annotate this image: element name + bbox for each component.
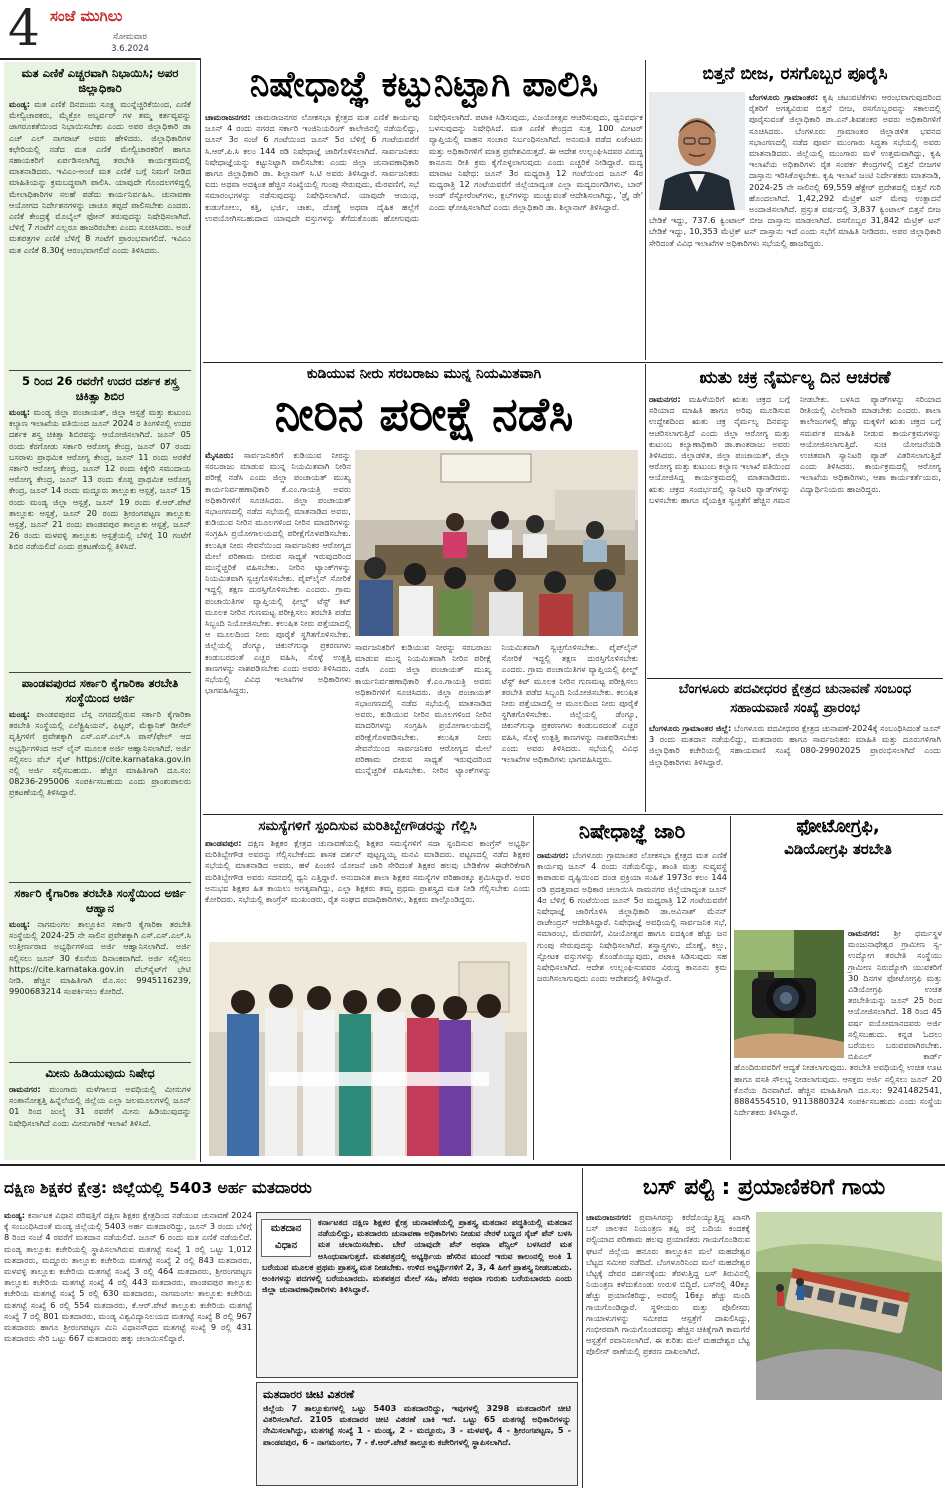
voters-headline: ದಕ್ಷಿಣ ಶಿಕ್ಷಕರ ಕ್ಷೇತ್ರ: ಜಿಲ್ಲೆಯಲ್ಲಿ 5403 ಅರ್ಹ ಮತದಾರರು (4, 1179, 312, 1197)
dateline: ಬೆಂಗಳೂರು ಗ್ರಾಮಾಂತರ ಜಿಲ್ಲೆ: (649, 723, 732, 733)
dateline: ರಾಮನಗರ: (649, 394, 681, 404)
column-rule (533, 816, 534, 1160)
candidate-headline: ಸಮಸ್ಯೆಗಳಿಗೆ ಸ್ಪಂದಿಸುವ ಮರಿತಿಬ್ಬೇಗೌಡರನ್ನು ಗೆಲ್ಲಿಸಿ (258, 818, 477, 834)
brand-logo (50, 6, 190, 32)
story-text: ಸಾರ್ವಜನಿಕರಿಗೆ ಕುಡಿಯುವ ನೀರನ್ನು ಸರಬರಾಜು ಮಾಡುವ ಮುನ್ನ ನಿಯಮಿತವಾಗಿ ನೀರಿನ ಪರೀಕ್ಷೆ ನಡೆಸಿ ಎಂದು ಜಿಲ್ಲಾ ಪಂಚಾಯತ್ ಮುಖ್ಯ ಕಾರ್ಯನಿರ್ವಹಣಾಧಿಕಾರಿ ಕೆ.ಎಂ.ಗಾಯತ್ರಿ ಅವರು ಅಧಿಕಾರಿಗಳಿಗೆ ಸೂಚಿಸಿದರು. ಜಿಲ್ಲಾ ಪಂಚಾಯತ್ ಸಭಾಂಗಣದಲ್ಲಿ ನಡೆದ ಸಭೆಯಲ್ಲಿ ಮಾತನಾಡಿದ ಅವರು, ಕುಡಿಯುವ ನೀರಿನ ಮೂಲಗಳಿಂದ ನೀರಿನ ಮಾದರಿಗಳನ್ನು ಸಂಗ್ರಹಿಸಿ ಪ್ರಯೋಗಾಲಯದಲ್ಲಿ ಪರೀಕ್ಷೆಗೊಳಪಡಿಸಬೇಕು. ಕಲುಷಿತ ನೀರು ಸೇವನೆಯಿಂದ ಸಾರ್ವಜನಿಕರ ಆರೋಗ್ಯದ ಮೇಲೆ ಪರಿಣಾಮ ಬೀರುವ ಸಾಧ್ಯತೆ ಇರುವುದರಿಂದ ಮುನ್ನೆಚ್ಚರಿಕೆ ವಹಿಸಬೇಕು. ನೀರಿನ ಟ್ಯಾಂಕ್‍ಗಳನ್ನು ನಿಯಮಿತವಾಗಿ ಸ್ವಚ್ಛಗೊಳಿಸಬೇಕು. ಪೈಪ್‍ಲೈನ್ ಸೋರಿಕೆ ಇದ್ದಲ್ಲಿ ತಕ್ಷಣ ದುರಸ್ತಿಗೊಳಿಸಬೇಕು ಎಂದರು. ಗ್ರಾಮ ಪಂಚಾಯಿತಿಗಳ ವ್ಯಾಪ್ತಿಯಲ್ಲಿ ಫೀಲ್ಡ್ ಟೆಸ್ಟ್ ಕಿಟ್ ಮೂಲಕ ನೀರಿನ ಗುಣಮಟ್ಟ ಪರೀಕ್ಷಿಸಲು ತರಬೇತಿ ಪಡೆದ ಸಿಬ್ಬಂದಿ ನಿಯೋಜಿಸಬೇಕು. ಕಲುಷಿತ ನೀರು ಪತ್ತೆಯಾದಲ್ಲಿ ಆ ಮೂಲದಿಂದ ನೀರು ಪೂರೈಕೆ ಸ್ಥಗಿತಗೊಳಿಸಬೇಕು. ಜಿಲ್ಲೆಯಲ್ಲಿ ಡೆಂಗ್ಯೂ, ಚಿಕುನ್‍ಗುನ್ಯಾ ಪ್ರಕರಣಗಳು ಕಂಡುಬರದಂತೆ ಎಚ್ಚರ ವಹಿಸಿ, ಸೊಳ್ಳೆ ಉತ್ಪತ್ತಿ ತಾಣಗಳನ್ನು ನಾಶಪಡಿಸಬೇಕು ಎಂದು ಅವರು ತಿಳಿಸಿದರು. ಸಭೆಯಲ್ಲಿ ವಿವಿಧ ಇಲಾಖೆಗಳ ಅಧಿಕಾರಿಗಳು ಭಾಗವಹಿಸಿದ್ದರು. (205, 450, 351, 696)
meeting-image (355, 450, 638, 636)
prohibit-body (537, 850, 727, 1158)
hygiene-body (649, 394, 941, 676)
meeting-photo (355, 450, 638, 636)
sidebar-story-fishing-ban (9, 1066, 191, 1166)
seeds-body (649, 92, 941, 358)
story-headline: ಸರ್ಕಾರಿ ಕೈಗಾರಿಕಾ ತರಬೇತಿ ಸಂಸ್ಥೆಯಿಂದ ಅರ್ಜಿ ಆಹ್ವಾನ (14, 886, 186, 915)
story-text: ಚಾಮರಾಜನಗರ ಲೋಕಸಭಾ ಕ್ಷೇತ್ರದ ಮತ ಎಣಿಕೆ ಕಾರ್ಯವು ಜೂನ್ 4 ರಂದು ನಗರದ ಸರ್ಕಾರಿ ಇಂಜಿನಿಯರಿಂಗ್ ಕಾಲೇಜಿನಲ್ಲಿ ನಡೆಯಲಿದ್ದು, ಜೂನ್ 3ರ ಸಂಜೆ 6 ಗಂಟೆಯಿಂದ ಜೂನ್ 5ರ ಬೆಳಿಗ್ಗೆ 6 ಗಂಟೆಯವರೆಗೆ ಸಿ.ಆರ್.ಪಿ.ಸಿ ಕಲಂ 144 ರಡಿ ನಿಷೇಧಾಜ್ಞೆ ಜಾರಿಗೊಳಿಸಲಾಗಿದೆ. ಸಾರ್ವಜನಿಕರು ನಿಷೇಧಾಜ್ಞೆಯನ್ನು ಕಟ್ಟುನಿಟ್ಟಾಗಿ ಪಾಲಿಸಬೇಕು ಎಂದು ಜಿಲ್ಲಾ ಚುನಾವಣಾಧಿಕಾರಿ ಹಾಗೂ ಜಿಲ್ಲಾಧಿಕಾರಿ ಡಾ. ಶಿಲ್ಪಾನಾಗ್ ಸಿ.ಟಿ ಅವರು ತಿಳಿಸಿದ್ದಾರೆ. ಸಾರ್ವಜನಿಕರು ಐದು ಅಥವಾ ಅದಕ್ಕಿಂತ ಹೆಚ್ಚಿನ ಸಂಖ್ಯೆಯಲ್ಲಿ ಗುಂಪು ಸೇರುವುದು, ಮೆರವಣಿಗೆ, ಸಭೆ ಸಮಾರಂಭಗಳನ್ನು ನಡೆಸುವುದನ್ನು ನಿಷೇಧಿಸಲಾಗಿದೆ. ಯಾವುದೇ ಆಯುಧ, ಕುಡುಗೋಲು, ಕತ್ತಿ, ಭರ್ಜಿ, ಚಾಕು, ದೊಣ್ಣೆ ಅಥವಾ ದೈಹಿಕ ಹಲ್ಲೆಗೆ ಉಪಯೋಗಿಸಬಹುದಾದ ಯಾವುದೇ ವಸ್ತುಗಳನ್ನು ತೆಗೆದುಕೊಂಡು ಹೋಗುವುದು ನಿಷೇಧಿಸಲಾಗಿದೆ. ಪಟಾಕಿ ಸಿಡಿಸುವುದು, ವಿಜಯೋತ್ಸವ ಆಚರಿಸುವುದು, ಧ್ವನಿವರ್ಧಕ ಬಳಸುವುದನ್ನು ನಿಷೇಧಿಸಿದೆ. ಮತ ಎಣಿಕೆ ಕೇಂದ್ರದ ಸುತ್ತ 100 ಮೀಟರ್ ವ್ಯಾಪ್ತಿಯಲ್ಲಿ ವಾಹನ ಸಂಚಾರ ನಿರ್ಬಂಧಿಸಲಾಗಿದೆ. ಅನುಮತಿ ಪಡೆದ ಏಜೆಂಟರು ಮತ್ತು ಅಧಿಕಾರಿಗಳಿಗೆ ಮಾತ್ರ ಪ್ರವೇಶವಿರುತ್ತದೆ. ಈ ಆದೇಶ ಉಲ್ಲಂಘಿಸಿದವರ ವಿರುದ್ಧ ಕಾನೂನು ರೀತಿ ಕ್ರಮ ಕೈಗೊಳ್ಳಲಾಗುವುದು ಎಂದು ಎಚ್ಚರಿಕೆ ನೀಡಿದ್ದಾರೆ. ಮದ್ಯ ಮಾರಾಟ ನಿಷೇಧ: ಜೂನ್ 3ರ ಮಧ್ಯರಾತ್ರಿ 12 ಗಂಟೆಯಿಂದ ಜೂನ್ 4ರ ಮಧ್ಯರಾತ್ರಿ 12 ಗಂಟೆಯವರೆಗೆ ಜಿಲ್ಲೆಯಾದ್ಯಂತ ಎಲ್ಲಾ ಮದ್ಯದಂಗಡಿಗಳು, ಬಾರ್ ಅಂಡ್ ರೆಸ್ಟೋರೆಂಟ್‍ಗಳು, ಕ್ಲಬ್‍ಗಳನ್ನು ಮುಚ್ಚುವಂತೆ ಆದೇಶಿಸಲಾಗಿದ್ದು, 'ಡ್ರೈ ಡೇ' ಎಂದು ಘೋಷಿಸಲಾಗಿದೆ ಎಂದು ಜಿಲ್ಲಾಧಿಕಾರಿ ಡಾ. ಶಿಲ್ಪಾನಾಗ್ ತಿಳಿಸಿದ್ದಾರೆ. (205, 112, 644, 223)
section-rule (203, 814, 943, 815)
story-body (9, 1084, 191, 1166)
section-rule (0, 1164, 945, 1166)
dateline: ಮಂಡ್ಯ: (9, 99, 31, 109)
divider (9, 882, 191, 883)
masthead (0, 0, 200, 58)
story-text: ಬೆಂಗಳೂರು ಗ್ರಾಮಾಂತರ ಲೋಕಸಭಾ ಕ್ಷೇತ್ರದ ಮತ ಎಣಿಕೆ ಕಾರ್ಯವು ಜೂನ್ 4 ರಂದು ನಡೆಯಲಿದ್ದು, ಶಾಂತಿ ಮತ್ತು ಸುವ್ಯವಸ್ಥೆ ಕಾಪಾಡುವ ದೃಷ್ಟಿಯಿಂದ ದಂಡ ಪ್ರಕ್ರಿಯಾ ಸಂಹಿತೆ 1973ರ ಕಲಂ 144 ರಡಿ ಪ್ರದತ್ತವಾದ ಅಧಿಕಾರ ಚಲಾಯಿಸಿ ರಾಮನಗರ ಜಿಲ್ಲೆಯಾದ್ಯಂತ ಜೂನ್ 4ರ ಬೆಳಿಗ್ಗೆ 6 ಗಂಟೆಯಿಂದ ಜೂನ್ 5ರ ಮಧ್ಯರಾತ್ರಿ 12 ಗಂಟೆಯವರೆಗೆ ನಿಷೇಧಾಜ್ಞೆ ಜಾರಿಗೊಳಿಸಿ ಜಿಲ್ಲಾಧಿಕಾರಿ ಡಾ.ಅವಿನಾಶ್ ಮೆನನ್ ರಾಜೇಂದ್ರನ್ ಆದೇಶಿಸಿದ್ದಾರೆ. ನಿಷೇಧಾಜ್ಞೆ ಅವಧಿಯಲ್ಲಿ ಸಾರ್ವಜನಿಕ ಸಭೆ, ಸಮಾರಂಭ, ಮೆರವಣಿಗೆ, ವಿಜಯೋತ್ಸವ ಹಾಗೂ ಐದಕ್ಕಿಂತ ಹೆಚ್ಚು ಜನ ಗುಂಪು ಸೇರುವುದನ್ನು ನಿಷೇಧಿಸಲಾಗಿದೆ. ಶಸ್ತ್ರಾಸ್ತ್ರಗಳು, ದೊಣ್ಣೆ, ಕಲ್ಲು, ಸ್ಫೋಟಕ ವಸ್ತುಗಳನ್ನು ಕೊಂಡೊಯ್ಯುವುದು, ಪಟಾಕಿ ಸಿಡಿಸುವುದು ಸಹ ನಿಷೇಧಿಸಲಾಗಿದೆ. ಆದೇಶ ಉಲ್ಲಂಘಿಸುವವರ ವಿರುದ್ಧ ಕಾನೂನು ಕ್ರಮ ಜರುಗಿಸಲಾಗುವುದು ಎಂದು ಆದೇಶದಲ್ಲಿ ತಿಳಿಸಿದ್ದಾರೆ. (537, 850, 728, 984)
dateline: ಮಂಡ್ಯ: (9, 919, 31, 929)
sidebar-story-iti-pandavapura (9, 676, 191, 879)
story-text: ಮಂಡ್ಯ ಜಿಲ್ಲಾ ಪಂಚಾಯತ್, ಜಿಲ್ಲಾ ಆಸ್ಪತ್ರೆ ಮತ್ತು ಕುಟುಂಬ ಕಲ್ಯಾಣ ಇಲಾಖೆಯ ವತಿಯಿಂದ ಜೂನ್ 2024 ರ ತಿಂಗಳಿನಲ್ಲಿ ಉದರ ದರ್ಶಕ ಶಸ್ತ್ರ ಚಿಕಿತ್ಸಾ ಶಿಬಿರವನ್ನು ಆಯೋಜಿಸಲಾಗಿದೆ. ಜೂನ್ 05 ರಂದು ಕೆರಗೋಡು ಸರ್ಕಾರಿ ಆರೋಗ್ಯ ಕೇಂದ್ರ, ಜೂನ್ 07 ರಂದು ಬಸರಾಳು ಪ್ರಾಥಮಿಕ ಆರೋಗ್ಯ ಕೇಂದ್ರ, ಜೂನ್ 11 ರಂದು ಅರಕೆರೆ ಸರ್ಕಾರಿ ಆರೋಗ್ಯ ಕೇಂದ್ರ, ಜೂನ್ 12 ರಂದು ಕಿಕ್ಕೇರಿ ಸಮುದಾಯ ಆರೋಗ್ಯ ಕೇಂದ್ರ, ಜೂನ್ 13 ರಂದು ಕೊಪ್ಪ ಪ್ರಾಥಮಿಕ ಆರೋಗ್ಯ ಕೇಂದ್ರ, ಜೂನ್ 14 ರಂದು ಮದ್ದೂರು ತಾಲ್ಲೂಕು ಆಸ್ಪತ್ರೆ, ಜೂನ್ 15 ರಂದು ಮಂಡ್ಯ ಜಿಲ್ಲಾ ಆಸ್ಪತ್ರೆ, ಜೂನ್ 19 ರಂದು ಕೆ.ಆರ್.ಪೇಟೆ ತಾಲ್ಲೂಕು ಆಸ್ಪತ್ರೆ, ಜೂನ್ 20 ರಂದು ಶ್ರೀರಂಗಪಟ್ಟಣ ತಾಲ್ಲೂಕು ಆಸ್ಪತ್ರೆ, ಜೂನ್ 21 ರಂದು ಪಾಂಡವಪುರ ತಾಲ್ಲೂಕು ಆಸ್ಪತ್ರೆ, ಜೂನ್ 26 ರಂದು ಮಳವಳ್ಳಿ ತಾಲ್ಲೂಕು ಆಸ್ಪತ್ರೆಯಲ್ಲಿ ಬೆಳಿಗ್ಗೆ 10 ಗಂಟೆಗೆ ಶಿಬಿರ ನಡೆಯಲಿದೆ ಎಂದು ಪ್ರಕಟಣೆಯಲ್ಲಿ ತಿಳಿಸಿದೆ. (9, 407, 191, 552)
voter-slip-box (256, 1382, 578, 1486)
dateline: ರಾಮನಗರ: (848, 928, 880, 938)
voting-method-box (256, 1212, 578, 1378)
column-rule (645, 60, 646, 360)
masthead-date: 3.6.2024 (111, 44, 149, 54)
prohibit-headline: ನಿಷೇಧಾಜ್ಞೆ ಜಾರಿ (578, 819, 686, 843)
story-text: ದಕ್ಷಿಣ ಶಿಕ್ಷಕರ ಕ್ಷೇತ್ರದ ಚುನಾವಣೆಯಲ್ಲಿ ಶಿಕ್ಷಕರ ಸಮಸ್ಯೆಗಳಿಗೆ ಸದಾ ಸ್ಪಂದಿಸುವ ಕಾಂಗ್ರೆಸ್ ಅಭ್ಯರ್ಥಿ ಮರಿತಿಬ್ಬೇಗೌಡ ಅವರನ್ನು ಗೆಲ್ಲಿಸಬೇಕೆಂದು ಶಾಸಕ ದರ್ಶನ್ ಪುಟ್ಟಣ್ಣಯ್ಯ ಮನವಿ ಮಾಡಿದರು. ಪಟ್ಟಣದಲ್ಲಿ ನಡೆದ ಶಿಕ್ಷಕರ ಸಭೆಯಲ್ಲಿ ಮಾತನಾಡಿದ ಅವರು, ಹಳೆ ಪಿಂಚಣಿ ಯೋಜನೆ ಜಾರಿ ಸೇರಿದಂತೆ ಶಿಕ್ಷಕರ ಹಲವು ಬೇಡಿಕೆಗಳ ಈಡೇರಿಕೆಗಾಗಿ ಮರಿತಿಬ್ಬೇಗೌಡ ಅವರು ಸದನದಲ್ಲಿ ಧ್ವನಿ ಎತ್ತಿದ್ದಾರೆ. ಅನುದಾನಿತ ಶಾಲಾ ಶಿಕ್ಷಕರ ಸಮಸ್ಯೆಗಳ ಪರಿಹಾರಕ್ಕೂ ಶ್ರಮಿಸಿದ್ದಾರೆ. ಅವರ ಅನುಭವ ಶಿಕ್ಷಕರ ಹಿತ ಕಾಯಲು ಅಗತ್ಯವಾಗಿದ್ದು, ಎಲ್ಲಾ ಶಿಕ್ಷಕರು ತಮ್ಮ ಪ್ರಥಮ ಪ್ರಾಶಸ್ತ್ಯದ ಮತ ನೀಡಿ ಗೆಲ್ಲಿಸಬೇಕು ಎಂದು ಕೋರಿದರು. ಸಭೆಯಲ್ಲಿ ಕಾಂಗ್ರೆಸ್ ಮುಖಂಡರು, ರೈತ ಸಂಘದ ಪದಾಧಿಕಾರಿಗಳು, ಶಿಕ್ಷಕರು ಪಾಲ್ಗೊಂಡಿದ್ದರು. (205, 838, 531, 905)
sidebar-story-surgery-camp (9, 374, 191, 669)
seeds-headline: ಬಿತ್ತನೆ ಬೀಜ, ರಸಗೊಬ್ಬರ ಪೂರೈಸಿ (702, 64, 888, 84)
water-body-col1 (205, 450, 351, 810)
photo-training-body (734, 864, 942, 1158)
divider (9, 1062, 191, 1063)
column-rule (730, 816, 731, 1160)
story-body (9, 919, 191, 1059)
dateline: ರಾಮನಗರ: (537, 850, 569, 860)
story-body (9, 99, 191, 367)
water-story (205, 364, 643, 812)
story-body (9, 709, 191, 879)
story-headline: ಮೀನು ಹಿಡಿಯುವುದು ನಿಷೇಧ (45, 1066, 155, 1080)
sidebar-story-iti-applications (9, 886, 191, 1059)
helpline-story (649, 680, 941, 810)
story-headline: 5 ರಿಂದ 26 ರವರೆಗೆ ಉದರ ದರ್ಶಕ ಶಸ್ತ್ರ ಚಿಕಿತ್ಸಾ ಶಿಬಿರ (21, 374, 179, 403)
voter-slip-body (263, 1403, 571, 1483)
dateline: ಪಾಂಡವಪುರ: (205, 838, 242, 848)
label-line1: ಮತದಾನ (270, 1223, 302, 1234)
candidate-body (205, 838, 530, 936)
lead-body (205, 112, 643, 358)
story-text: ಕರ್ನಾಟಕ ವಿಧಾನ ಪರಿಷತ್ತಿಗೆ ದಕ್ಷಿಣ ಶಿಕ್ಷಕರ ಕ್ಷೇತ್ರದಿಂದ ನಡೆಯುವ ಚುನಾವಣೆ 2024 ಕ್ಕೆ ಸಂಬಂಧಿಸಿದಂತೆ ಮಂಡ್ಯ ಜಿಲ್ಲೆಯಲ್ಲಿ 5403 ಅರ್ಹ ಮತದಾರರಿದ್ದು, ಜೂನ್ 3 ರಂದು ಬೆಳಿಗ್ಗೆ 8 ರಿಂದ ಸಂಜೆ 4 ರವರೆಗೆ ಮತದಾನ ನಡೆಯಲಿದೆ. ಜೂನ್ 6 ರಂದು ಮತ ಎಣಿಕೆ ನಡೆಯಲಿದೆ. ಮಂಡ್ಯ ತಾಲ್ಲೂಕು ಕಚೇರಿಯಲ್ಲಿ ಸ್ಥಾಪಿಸಲಾಗಿರುವ ಮತಗಟ್ಟೆ ಸಂಖ್ಯೆ 1 ರಲ್ಲಿ ಒಟ್ಟು 1,012 ಮತದಾರರು, ಮದ್ದೂರು ತಾಲ್ಲೂಕು ಕಚೇರಿಯ ಮತಗಟ್ಟೆ ಸಂಖ್ಯೆ 2 ರಲ್ಲಿ 843 ಮತದಾರರು, ಮಳವಳ್ಳಿ ತಾಲ್ಲೂಕು ಕಚೇರಿಯ ಮತಗಟ್ಟೆ ಸಂಖ್ಯೆ 3 ರಲ್ಲಿ 464 ಮತದಾರರು, ಶ್ರೀರಂಗಪಟ್ಟಣ ತಾಲ್ಲೂಕು ಕಚೇರಿಯ ಮತಗಟ್ಟೆ ಸಂಖ್ಯೆ 4 ರಲ್ಲಿ 443 ಮತದಾರರು, ಪಾಂಡವಪುರ ತಾಲ್ಲೂಕು ಕಚೇರಿಯ ಮತಗಟ್ಟೆ ಸಂಖ್ಯೆ 5 ರಲ್ಲಿ 630 ಮತದಾರರು, ನಾಗಮಂಗಲ ತಾಲ್ಲೂಕು ಕಚೇರಿಯ ಮತಗಟ್ಟೆ ಸಂಖ್ಯೆ 6 ರಲ್ಲಿ 554 ಮತದಾರರು, ಕೆ.ಆರ್.ಪೇಟೆ ತಾಲ್ಲೂಕು ಕಚೇರಿಯ ಮತಗಟ್ಟೆ ಸಂಖ್ಯೆ 7 ರಲ್ಲಿ 801 ಮತದಾರರು, ಮಂಡ್ಯ ವಿಶ್ವವಿದ್ಯಾನಿಲಯದ ಮತಗಟ್ಟೆ ಸಂಖ್ಯೆ 8 ರಲ್ಲಿ 967 ಮತದಾರರು ಹಾಗೂ ಶ್ರೀರಂಗಪಟ್ಟಣ ಮಿನಿ ವಿಧಾನಸೌಧದ ಮತಗಟ್ಟೆ ಸಂಖ್ಯೆ 9 ರಲ್ಲಿ 431 ಮತದಾರರು ಸೇರಿ ಒಟ್ಟು 667 ಮತದಾರರು ಹಕ್ಕು ಚಲಾಯಿಸಲಿದ್ದಾರೆ. (4, 1210, 252, 1344)
column-rule (645, 364, 646, 812)
label-line2: ವಿಧಾನ (275, 1240, 297, 1251)
masthead-rule (0, 58, 200, 60)
seeds-story (649, 62, 941, 360)
story-text: ಮುಂಗಾರು ಮಳೆಗಾಲದ ಅವಧಿಯಲ್ಲಿ ಮೀನುಗಳ ಸಂತಾನೋತ್ಪತ್ತಿ ಹಿನ್ನೆಲೆಯಲ್ಲಿ ಜಿಲ್ಲೆಯ ಎಲ್ಲಾ ಜಲಮೂಲಗಳಲ್ಲಿ ಜೂನ್ 01 ರಿಂದ ಜುಲೈ 31 ರವರೆಗೆ ಮೀನು ಹಿಡಿಯುವುದನ್ನು ನಿಷೇಧಿಸಲಾಗಿದೆ ಎಂದು ಮೀನುಗಾರಿಕೆ ಇಲಾಖೆ ತಿಳಿಸಿದೆ. (9, 1084, 192, 1128)
dateline: ಬೆಂಗಳೂರು ಗ್ರಾಮಾಂತರ: (749, 92, 819, 102)
story-headline: ಮತ ಎಣಿಕೆ ಎಚ್ಚರವಾಗಿ ನಿಭಾಯಿಸಿ; ಅಪರ ಜಿಲ್ಲಾಧಿಕಾರಿ (21, 66, 179, 95)
voters-body (4, 1210, 252, 1486)
bus-headline: ಬಸ್ ಪಲ್ಟಿ : ಪ್ರಯಾಣಿಕರಿಗೆ ಗಾಯ (642, 1175, 886, 1200)
hygiene-headline: ಋತು ಚಕ್ರ ನೈರ್ಮಲ್ಯ ದಿನ ಆಚರಣೆ (699, 368, 891, 388)
dateline: ಮಂಡ್ಯ: (9, 709, 31, 719)
page-number: 4 (8, 0, 40, 57)
dateline: ಮಂಡ್ಯ: (4, 1210, 26, 1220)
lead-story (205, 60, 643, 360)
left-sidebar (4, 62, 196, 1160)
story-text: ಜಿಲ್ಲೆಯ 7 ತಾಲ್ಲೂಕುಗಳಲ್ಲಿ ಒಟ್ಟು 5403 ಮತದಾರರಿದ್ದು, ಇವುಗಳಲ್ಲಿ 3298 ಮತದಾರರಿಗೆ ಚೀಟಿ ವಿತರಿಸಲಾಗಿದೆ. 2105 ಮತದಾರರ ಚೀಟಿ ವಿತರಣೆ ಬಾಕಿ ಇದೆ. ಒಟ್ಟು 65 ಮತಗಟ್ಟೆ ಅಧಿಕಾರಿಗಳನ್ನು ನೇಮಿಸಲಾಗಿದ್ದು, ಮತಗಟ್ಟೆ ಸಂಖ್ಯೆ 1 - ಮಂಡ್ಯ, 2 - ಮದ್ದೂರು, 3 - ಮಳವಳ್ಳಿ, 4 - ಶ್ರೀರಂಗಪಟ್ಟಣ, 5 - ಪಾಂಡವಪುರ, 6 - ನಾಗಮಂಗಲ, 7 - ಕೆ.ಆರ್.ಪೇಟೆ ತಾಲ್ಲೂಕು ಕಚೇರಿಗಳಲ್ಲಿ ಸ್ಥಾಪಿಸಲಾಗಿದೆ. (263, 1403, 571, 1447)
column-rule (582, 1168, 583, 1488)
bus-story (586, 1168, 942, 1488)
brand-name: ಸಂಜೆ ಮುಗಿಲು (50, 7, 123, 25)
water-body-cont (355, 642, 638, 810)
section-rule (203, 362, 943, 363)
photo-headline-line2: ವಿಡಿಯೋಗ್ರಫಿ ತರಬೇತಿ (784, 840, 892, 858)
masthead-day: ಸೋಮವಾರ (113, 32, 147, 42)
group-image (209, 942, 527, 1156)
dateline: ಮೈಸೂರು: (205, 450, 234, 460)
column-rule (200, 58, 201, 1162)
dateline: ಚಾಮರಾಜನಗರ: (586, 1212, 632, 1222)
story-text: ಸಾರ್ವಜನಿಕರಿಗೆ ಕುಡಿಯುವ ನೀರನ್ನು ಸರಬರಾಜು ಮಾಡುವ ಮುನ್ನ ನಿಯಮಿತವಾಗಿ ನೀರಿನ ಪರೀಕ್ಷೆ ನಡೆಸಿ ಎಂದು ಜಿಲ್ಲಾ ಪಂಚಾಯತ್ ಮುಖ್ಯ ಕಾರ್ಯನಿರ್ವಹಣಾಧಿಕಾರಿ ಕೆ.ಎಂ.ಗಾಯತ್ರಿ ಅವರು ಅಧಿಕಾರಿಗಳಿಗೆ ಸೂಚಿಸಿದರು. ಜಿಲ್ಲಾ ಪಂಚಾಯತ್ ಸಭಾಂಗಣದಲ್ಲಿ ನಡೆದ ಸಭೆಯಲ್ಲಿ ಮಾತನಾಡಿದ ಅವರು, ಕುಡಿಯುವ ನೀರಿನ ಮೂಲಗಳಿಂದ ನೀರಿನ ಮಾದರಿಗಳನ್ನು ಸಂಗ್ರಹಿಸಿ ಪ್ರಯೋಗಾಲಯದಲ್ಲಿ ಪರೀಕ್ಷೆಗೊಳಪಡಿಸಬೇಕು. ಕಲುಷಿತ ನೀರು ಸೇವನೆಯಿಂದ ಸಾರ್ವಜನಿಕರ ಆರೋಗ್ಯದ ಮೇಲೆ ಪರಿಣಾಮ ಬೀರುವ ಸಾಧ್ಯತೆ ಇರುವುದರಿಂದ ಮುನ್ನೆಚ್ಚರಿಕೆ ವಹಿಸಬೇಕು. ನೀರಿನ ಟ್ಯಾಂಕ್‍ಗಳನ್ನು ನಿಯಮಿತವಾಗಿ ಸ್ವಚ್ಛಗೊಳಿಸಬೇಕು. ಪೈಪ್‍ಲೈನ್ ಸೋರಿಕೆ ಇದ್ದಲ್ಲಿ ತಕ್ಷಣ ದುರಸ್ತಿಗೊಳಿಸಬೇಕು ಎಂದರು. ಗ್ರಾಮ ಪಂಚಾಯಿತಿಗಳ ವ್ಯಾಪ್ತಿಯಲ್ಲಿ ಫೀಲ್ಡ್ ಟೆಸ್ಟ್ ಕಿಟ್ ಮೂಲಕ ನೀರಿನ ಗುಣಮಟ್ಟ ಪರೀಕ್ಷಿಸಲು ತರಬೇತಿ ಪಡೆದ ಸಿಬ್ಬಂದಿ ನಿಯೋಜಿಸಬೇಕು. ಕಲುಷಿತ ನೀರು ಪತ್ತೆಯಾದಲ್ಲಿ ಆ ಮೂಲದಿಂದ ನೀರು ಪೂರೈಕೆ ಸ್ಥಗಿತಗೊಳಿಸಬೇಕು. ಜಿಲ್ಲೆಯಲ್ಲಿ ಡೆಂಗ್ಯೂ, ಚಿಕುನ್‍ಗುನ್ಯಾ ಪ್ರಕರಣಗಳು ಕಂಡುಬರದಂತೆ ಎಚ್ಚರ ವಹಿಸಿ, ಸೊಳ್ಳೆ ಉತ್ಪತ್ತಿ ತಾಣಗಳನ್ನು ನಾಶಪಡಿಸಬೇಕು ಎಂದು ಅವರು ತಿಳಿಸಿದರು. ಸಭೆಯಲ್ಲಿ ವಿವಿಧ ಇಲಾಖೆಗಳ ಅಧಿಕಾರಿಗಳು ಭಾಗವಹಿಸಿದ್ದರು. (355, 642, 638, 776)
sidebar-story-election-counting (9, 66, 191, 367)
helpline-body (649, 723, 941, 807)
story-text: ಕೃಷಿ ಚಟುವಟಿಕೆಗಳು ಆರಂಭವಾಗುವುದರಿಂದ ರೈತರಿಗೆ ಅಗತ್ಯವಿರುವ ಬಿತ್ತನೆ ಬೀಜ, ರಸಗೊಬ್ಬರವನ್ನು ಸಕಾಲದಲ್ಲಿ ಪೂರೈಸುವಂತೆ ಜಿಲ್ಲಾಧಿಕಾರಿ ಡಾ.ಎನ್.ಶಿವಶಂಕರ ಅವರು ಅಧಿಕಾರಿಗಳಿಗೆ ಸೂಚಿಸಿದರು. ಬೆಂಗಳೂರು ಗ್ರಾಮಾಂತರ ಜಿಲ್ಲಾಡಳಿತ ಭವನದ ಸಭಾಂಗಣದಲ್ಲಿ ನಡೆದ ಪೂರ್ವ ಮುಂಗಾರು ಸಿದ್ಧತಾ ಸಭೆಯಲ್ಲಿ ಅವರು ಮಾತನಾಡಿದರು. ಜಿಲ್ಲೆಯಲ್ಲಿ ಮುಂಗಾರು ಮಳೆ ಉತ್ತಮವಾಗಿದ್ದು, ಕೃಷಿ ಇಲಾಖೆಯ ಅಧಿಕಾರಿಗಳು ರೈತ ಸಂಪರ್ಕ ಕೇಂದ್ರಗಳಲ್ಲಿ ಬಿತ್ತನೆ ಬೀಜಗಳ ದಾಸ್ತಾನು ಇರಿಸಿಕೊಳ್ಳಬೇಕು. ಕೃಷಿ ಇಲಾಖೆ ಜಂಟಿ ನಿರ್ದೇಶಕರು ಮಾತನಾಡಿ, 2024-25 ನೇ ಸಾಲಿನಲ್ಲಿ 69,559 ಹೆಕ್ಟೇರ್ ಪ್ರದೇಶದಲ್ಲಿ ಬಿತ್ತನೆ ಗುರಿ ಹೊಂದಲಾಗಿದೆ. 1,42,292 ಮೆಟ್ರಿಕ್ ಟನ್ ಮೇವು ಉತ್ಪಾದನೆ ಅಂದಾಜಿಸಲಾಗಿದೆ. ಪ್ರಸ್ತುತ ವರ್ಷದಲ್ಲಿ 3,837 ಕ್ವಿಂಟಾಲ್ ಬಿತ್ತನೆ ಬೀಜ ಬೇಡಿಕೆ ಇದ್ದು, 737.6 ಕ್ವಿಂಟಾಲ್ ಬೀಜ ದಾಸ್ತಾನು ಮಾಡಲಾಗಿದೆ. ರಸಗೊಬ್ಬರ 31,842 ಮೆಟ್ರಿಕ್ ಟನ್ ಬೇಡಿಕೆ ಇದ್ದು, 10,353 ಮೆಟ್ರಿಕ್ ಟನ್ ದಾಸ್ತಾನು ಇದೆ ಎಂದು ಸಭೆಗೆ ಮಾಹಿತಿ ನೀಡಿದರು. ಅಪರ ಜಿಲ್ಲಾಧಿಕಾರಿ ಸೇರಿದಂತೆ ವಿವಿಧ ಇಲಾಖೆಗಳ ಅಧಿಕಾರಿಗಳು ಸಭೆಯಲ್ಲಿ ಹಾಜರಿದ್ದರು. (649, 92, 941, 248)
story-text: ಬೆಂಗಳೂರು ಪದವೀಧರರ ಕ್ಷೇತ್ರದ ಚುನಾವಣೆ-2024ಕ್ಕೆ ಸಂಬಂಧಿಸಿದಂತೆ ಜೂನ್ 3 ರಂದು ಮತದಾನ ನಡೆಯಲಿದ್ದು, ಮತದಾರರು ಹಾಗೂ ಸಾರ್ವಜನಿಕರು ಮಾಹಿತಿ ಮತ್ತು ದೂರುಗಳಿಗಾಗಿ ಜಿಲ್ಲಾಧಿಕಾರಿ ಕಚೇರಿಯಲ್ಲಿ ಸಹಾಯವಾಣಿ ಸಂಖ್ಯೆ 080-29902025 ಪ್ರಾರಂಭಿಸಲಾಗಿದೆ ಎಂದು ಜಿಲ್ಲಾಧಿಕಾರಿಗಳು ತಿಳಿಸಿದ್ದಾರೆ. (649, 723, 942, 767)
story-headline: ಪಾಂಡವಪುರದ ಸರ್ಕಾರಿ ಕೈಗಾರಿಕಾ ತರಬೇತಿ ಸಂಸ್ಥೆಯಿಂದ ಅರ್ಜಿ (21, 676, 179, 705)
group-photo (209, 942, 527, 1156)
divider (9, 672, 191, 673)
section-rule (647, 678, 943, 679)
voting-method-label (261, 1219, 311, 1257)
photo-headline-line1: ಫೋಟೋಗ್ರಫಿ, (796, 816, 880, 837)
story-text: ನಾಗಮಂಗಲ ತಾಲ್ಲೂಕಿನ ಸರ್ಕಾರಿ ಕೈಗಾರಿಕಾ ತರಬೇತಿ ಸಂಸ್ಥೆಯಲ್ಲಿ 2024-25 ನೇ ಸಾಲಿನ ಪ್ರವೇಶಕ್ಕಾಗಿ ಎಸ್.ಎಸ್.ಎಲ್.ಸಿ ಉತ್ತೀರ್ಣರಾದ ಅಭ್ಯರ್ಥಿಗಳಿಂದ ಅರ್ಜಿ ಆಹ್ವಾನಿಸಲಾಗಿದೆ. ಅರ್ಜಿ ಸಲ್ಲಿಸಲು ಜೂನ್ 30 ಕೊನೆಯ ದಿನಾಂಕವಾಗಿದೆ. ಅರ್ಜಿ ಸಲ್ಲಿಸಲು https://cite.karnataka.gov.in ವೆಬ್‍ಸೈಟ್‍ಗೆ ಭೇಟಿ ನೀಡಿ. ಹೆಚ್ಚಿನ ಮಾಹಿತಿಗಾಗಿ ಮೊ.ಸಂ: 9945116239, 9900683214 ಸಂಪರ್ಕಿಸಲು ಕೋರಿದೆ. (9, 919, 191, 997)
story-text: ಪ್ರವಾಸಿಗರನ್ನು ಕರೆದೊಯ್ಯುತ್ತಿದ್ದ ಖಾಸಗಿ ಬಸ್ ಚಾಲಕನ ನಿಯಂತ್ರಣ ತಪ್ಪಿ ರಸ್ತೆ ಬದಿಯ ಕಂದಕಕ್ಕೆ ಪಲ್ಟಿಯಾದ ಪರಿಣಾಮ ಹಲವು ಪ್ರಯಾಣಿಕರು ಗಾಯಗೊಂಡಿರುವ ಘಟನೆ ಜಿಲ್ಲೆಯ ಹನೂರು ತಾಲ್ಲೂಕಿನ ಮಲೆ ಮಹದೇಶ್ವರ ಬೆಟ್ಟದ ಸಮೀಪ ನಡೆದಿದೆ. ಬೆಂಗಳೂರಿನಿಂದ ಮಲೆ ಮಹದೇಶ್ವರ ಬೆಟ್ಟಕ್ಕೆ ದೇವರ ದರ್ಶನಕ್ಕೆಂದು ತೆರಳುತ್ತಿದ್ದ ಬಸ್ ತಿರುವಿನಲ್ಲಿ ನಿಯಂತ್ರಣ ಕಳೆದುಕೊಂಡು ಉರುಳಿ ಬಿದ್ದಿದೆ. ಬಸ್‍ನಲ್ಲಿ 40ಕ್ಕೂ ಹೆಚ್ಚು ಪ್ರಯಾಣಿಕರಿದ್ದು, ಅವರಲ್ಲಿ 16ಕ್ಕೂ ಹೆಚ್ಚು ಮಂದಿ ಗಾಯಗೊಂಡಿದ್ದಾರೆ. ಸ್ಥಳೀಯರು ಮತ್ತು ಪೊಲೀಸರು ಗಾಯಾಳುಗಳನ್ನು ಸಮೀಪದ ಆಸ್ಪತ್ರೆಗೆ ದಾಖಲಿಸಿದ್ದು, ಗಂಭೀರವಾಗಿ ಗಾಯಗೊಂಡವರನ್ನು ಹೆಚ್ಚಿನ ಚಿಕಿತ್ಸೆಗಾಗಿ ಕಾಮಗೆರೆ ಆಸ್ಪತ್ರೆಗೆ ರವಾನಿಸಲಾಗಿದೆ. ಈ ಕುರಿತು ಮಲೆ ಮಹದೇಶ್ವರ ಬೆಟ್ಟ ಪೊಲೀಸ್ ಠಾಣೆಯಲ್ಲಿ ಪ್ರಕರಣ ದಾಖಲಾಗಿದೆ. (586, 1212, 751, 1357)
lead-headline: ನಿಷೇಧಾಜ್ಞೆ ಕಟ್ಟುನಿಟ್ಟಾಗಿ ಪಾಲಿಸಿ (249, 65, 599, 105)
hygiene-story (649, 366, 941, 676)
story-text: ಶ್ರೀ ಧರ್ಮಸ್ಥಳ ಮಂಜುನಾಥೇಶ್ವರ ಗ್ರಾಮೀಣ ಸ್ವ-ಉದ್ಯೋಗ ತರಬೇತಿ ಸಂಸ್ಥೆಯು ಗ್ರಾಮೀಣ ನಿರುದ್ಯೋಗಿ ಯುವಕರಿಗೆ 30 ದಿನಗಳ ಫೋಟೋಗ್ರಫಿ ಮತ್ತು ವಿಡಿಯೋಗ್ರಫಿ ಉಚಿತ ತರಬೇತಿಯನ್ನು ಜೂನ್ 25 ರಿಂದ ಆಯೋಜಿಸಲಾಗಿದೆ. 18 ರಿಂದ 45 ವರ್ಷ ವಯೋಮಾನದವರು ಅರ್ಜಿ ಸಲ್ಲಿಸಬಹುದು. ಕನ್ನಡ ಓದಲು ಬರೆಯಲು ಬರುವವರಾಗಿರಬೇಕು. ಬಿಪಿಎಲ್ ಕಾರ್ಡ್ ಹೊಂದಿರುವವರಿಗೆ ಆದ್ಯತೆ ನೀಡಲಾಗುವುದು. ತರಬೇತಿ ಅವಧಿಯಲ್ಲಿ ಉಚಿತ ಊಟ ಹಾಗೂ ವಸತಿ ಸೌಲಭ್ಯ ನೀಡಲಾಗುವುದು. ಆಸಕ್ತರು ಅರ್ಜಿ ಸಲ್ಲಿಸಲು ಜೂನ್ 20 ಕೊನೆಯ ದಿನವಾಗಿದೆ. ಹೆಚ್ಚಿನ ಮಾಹಿತಿಗಾಗಿ ದೂ.ಸಂ: 9241482541, 8884554510, 9113880324 ಸಂಪರ್ಕಿಸಬಹುದು ಎಂದು ಸಂಸ್ಥೆಯ ನಿರ್ದೇಶಕರು ತಿಳಿಸಿದ್ದಾರೆ. (734, 928, 942, 1118)
dateline: ಚಾಮರಾಜನಗರ: (205, 112, 251, 122)
dateline: ರಾಮನಗರ: (9, 1084, 41, 1094)
story-text: ಕರ್ನಾಟಕದ ದಕ್ಷಿಣ ಶಿಕ್ಷಕರ ಕ್ಷೇತ್ರ ಚುನಾವಣೆಯಲ್ಲಿ ಪ್ರಾಶಸ್ತ್ಯ ಮತದಾನ ಪದ್ಧತಿಯಲ್ಲಿ ಮತದಾನ ನಡೆಯಲಿದ್ದು, ಮತದಾರರು ಚುನಾವಣಾ ಅಧಿಕಾರಿಗಳು ನೀಡುವ ನೇರಳೆ ಬಣ್ಣದ ಸ್ಕೆಚ್ ಪೆನ್ ಬಳಸಿ ಮತ ಚಲಾಯಿಸಬೇಕು. ಬೇರೆ ಯಾವುದೇ ಪೆನ್ ಅಥವಾ ಪೆನ್ಸಿಲ್ ಬಳಸಿದರೆ ಮತ ಅಸಿಂಧುವಾಗುತ್ತದೆ. ಮತಪತ್ರದಲ್ಲಿ ಅಭ್ಯರ್ಥಿಯ ಹೆಸರಿನ ಮುಂದೆ ಇರುವ ಕಾಲಂನಲ್ಲಿ ಅಂಕಿ 1 ಬರೆಯುವ ಮೂಲಕ ಪ್ರಥಮ ಪ್ರಾಶಸ್ತ್ಯ ಮತ ನೀಡಬೇಕು. ಉಳಿದ ಅಭ್ಯರ್ಥಿಗಳಿಗೆ 2, 3, 4 ಹೀಗೆ ಪ್ರಾಶಸ್ತ್ಯ ನೀಡಬಹುದು. ಅಂಕಿಗಳನ್ನು ಪದಗಳಲ್ಲಿ ಬರೆಯಬಾರದು. ಮತಪತ್ರದ ಮೇಲೆ ಸಹಿ, ಹೆಸರು ಅಥವಾ ಗುರುತು ಬರೆಯಬಾರದು ಎಂದು ಜಿಲ್ಲಾ ಚುನಾವಣಾಧಿಕಾರಿಗಳು ತಿಳಿಸಿದ್ದಾರೆ. (262, 1217, 572, 1295)
story-body (9, 407, 191, 669)
story-text: ಪಾಂಡವಪುರದ ಬೆಸ್ಗ ನಗರದಲ್ಲಿರುವ ಸರ್ಕಾರಿ ಕೈಗಾರಿಕಾ ತರಬೇತಿ ಸಂಸ್ಥೆಯಲ್ಲಿ ಎಲೆಕ್ಟ್ರಿಷಿಯನ್, ಫಿಟ್ಟರ್, ಮೆಕ್ಯಾನಿಕ್ ಡೀಸೆಲ್ ವೃತ್ತಿಗಳಿಗೆ ಪ್ರವೇಶಕ್ಕಾಗಿ ಎಸ್.ಎಸ್.ಎಲ್.ಸಿ ಪಾಸ್/ಫೇಲ್ ಆದ ಅಭ್ಯರ್ಥಿಗಳಿಂದ ಆನ್ ಲೈನ್ ಮೂಲಕ ಅರ್ಜಿ ಆಹ್ವಾನಿಸಲಾಗಿದೆ. ಅರ್ಜಿ ಸಲ್ಲಿಸಲು ವೆಬ್ ಸೈಟ್ https://cite.karnataka.gov.in ನಲ್ಲಿ ಅರ್ಜಿ ಸಲ್ಲಿಸಬಹುದು. ಹೆಚ್ಚಿನ ಮಾಹಿತಿಗಾಗಿ ದೂ.ಸಂ: 08236-295006 ಸಂಪರ್ಕಿಸಬಹುದು ಎಂದು ಪ್ರಾಂಶುಪಾಲರು ಪ್ರಕಟಣೆಯಲ್ಲಿ ತಿಳಿಸಿದ್ದಾರೆ. (9, 709, 191, 798)
story-text: ಮಹಿಳೆಯರಿಗೆ ಋತು ಚಕ್ರದ ಬಗ್ಗೆ ಸರಿಯಾದ ಮಾಹಿತಿ ಹಾಗೂ ಅರಿವು ಮೂಡಿಸುವ ಉದ್ದೇಶದಿಂದ ಋತು ಚಕ್ರ ನೈರ್ಮಲ್ಯ ದಿನವನ್ನು ಆಚರಿಸಲಾಗುತ್ತಿದೆ ಎಂದು ಜಿಲ್ಲಾ ಆರೋಗ್ಯ ಮತ್ತು ಕುಟುಂಬ ಕಲ್ಯಾಣಾಧಿಕಾರಿ ಡಾ.ಕಾಂತರಾಜು ಅವರು ತಿಳಿಸಿದರು. ಜಿಲ್ಲಾಡಳಿತ, ಜಿಲ್ಲಾ ಪಂಚಾಯತ್, ಜಿಲ್ಲಾ ಆರೋಗ್ಯ ಮತ್ತು ಕುಟುಂಬ ಕಲ್ಯಾಣ ಇಲಾಖೆ ವತಿಯಿಂದ ಆಯೋಜಿಸಿದ್ದ ಕಾರ್ಯಕ್ರಮದಲ್ಲಿ ಮಾತನಾಡಿದರು. ಋತು ಚಕ್ರದ ಸಂದರ್ಭದಲ್ಲಿ ಸ್ಯಾನಿಟರಿ ಪ್ಯಾಡ್‍ಗಳನ್ನು ಬಳಸಬೇಕು ಹಾಗೂ ವೈಯಕ್ತಿಕ ಸ್ವಚ್ಛತೆಗೆ ಹೆಚ್ಚಿನ ಗಮನ ನೀಡಬೇಕು. ಬಳಸಿದ ಪ್ಯಾಡ್‍ಗಳನ್ನು ಸರಿಯಾದ ರೀತಿಯಲ್ಲಿ ವಿಲೇವಾರಿ ಮಾಡಬೇಕು ಎಂದರು. ಶಾಲಾ ಕಾಲೇಜುಗಳಲ್ಲಿ ಹೆಣ್ಣು ಮಕ್ಕಳಿಗೆ ಋತು ಚಕ್ರದ ಬಗ್ಗೆ ಸಮರ್ಪಕ ಮಾಹಿತಿ ನೀಡುವ ಕಾರ್ಯಕ್ರಮಗಳನ್ನು ಆಯೋಜಿಸಲಾಗುತ್ತಿದೆ. ಸುಚಿ ಯೋಜನೆಯಡಿ ಉಚಿತವಾಗಿ ಸ್ಯಾನಿಟರಿ ಪ್ಯಾಡ್ ವಿತರಿಸಲಾಗುತ್ತಿದೆ ಎಂದು ತಿಳಿಸಿದರು. ಕಾರ್ಯಕ್ರಮದಲ್ಲಿ ಆರೋಗ್ಯ ಇಲಾಖೆಯ ಅಧಿಕಾರಿಗಳು, ಆಶಾ ಕಾರ್ಯಕರ್ತೆಯರು, ವಿದ್ಯಾರ್ಥಿನಿಯರು ಹಾಜರಿದ್ದರು. (649, 394, 941, 505)
prohibit-story (537, 816, 727, 1160)
bus-body (586, 1212, 942, 1486)
helpline-headline: ಬೆಂಗಳೂರು ಪದವೀಧರರ ಕ್ಷೇತ್ರದ ಚುನಾವಣೆ ಸಂಬಂಧ ಸಹಾಯವಾಣಿ ಸಂಖ್ಯೆ ಪ್ರಾರಂಭ (678, 681, 912, 716)
photo-training-story (734, 816, 942, 1160)
dateline: ಮಂಡ್ಯ: (9, 407, 31, 417)
candidate-story (205, 816, 530, 1160)
voter-slip-title: ಮತದಾರರ ಚೀಟಿ ವಿತರಣೆ (263, 1388, 355, 1401)
water-headline: ನೀರಿನ ಪರೀಕ್ಷೆ ನಡೆಸಿ (274, 387, 574, 441)
water-kicker: ಕುಡಿಯುವ ನೀರು ಸರಬರಾಜು ಮುನ್ನ ನಿಯಮಿತವಾಗಿ (306, 366, 542, 382)
story-text: ಮತ ಎಣಿಕೆ ದಿನದಂದು ಸೂಕ್ಷ್ಮ ಮುನ್ನೆಚ್ಚರಿಕೆಯಿಂದ, ಎಣಿಕೆ ಮೇಲ್ವಿಚಾರಕರು, ಮೈಕ್ರೋ ಅಬ್ಸರ್ವರ್ ಗಳ ತಮ್ಮ ಕರ್ತವ್ಯವನ್ನು ಜಾಗರೂಕತೆಯಿಂದ ನಿಭಾಯಿಸಬೇಕು ಎಂದು ಅಪರ ಜಿಲ್ಲಾಧಿಕಾರಿ ಡಾ ಎಚ್ ಎಲ್ ನಾಗರಾಜ್ ಅವರು ಹೇಳಿದರು. ಜಿಲ್ಲಾಧಿಕಾರಿಗಳ ಕಛೇರಿಯಲ್ಲಿ ನಡೆದ ಮತ ಎಣಿಕೆ ಮೇಲ್ವಿಚಾರಕರಿಗೆ ಹಾಗೂ ಸಹಾಯಕರಿಗೆ ಏರ್ಪಡಿಸಲಾಗಿದ್ದ ತರಬೇತಿ ಕಾರ್ಯಕ್ರಮದಲ್ಲಿ ಮಾತನಾಡಿದರು. ಇವಿಎಂ-ಅಂಚೆ ಮತ ಎಣಿಕೆ ಬಗ್ಗೆ ನಿಮಗೆ ನೀಡಿದ ಮಾಹಿತಿಯನ್ನು ಕ್ರಮಬದ್ಧವಾಗಿ ಪಾಲಿಸಿ. ಯಾವುದೇ ಗೊಂದಲಗಳಿದ್ದಲ್ಲಿ ಮೇಲಾಧಿಕಾರಿಗಳ ಸಲಹೆ ಪಡೆದು ಕಾರ್ಯನಿರ್ವಹಿಸಿ. ಚುನಾವಣಾ ಆಯೋಗದ ನಿರ್ದೇಶನಗಳನ್ನು ಚಾಚೂ ತಪ್ಪದೆ ಪಾಲಿಸಬೇಕು ಎಂದರು. ಎಣಿಕೆ ಕೇಂದ್ರಕ್ಕೆ ಮೊಬೈಲ್ ಫೋನ್ ತರುವುದನ್ನು ನಿಷೇಧಿಸಲಾಗಿದೆ. ಬೆಳಿಗ್ಗೆ 7 ಗಂಟೆಗೆ ಎಲ್ಲರೂ ಹಾಜರಿರಬೇಕು ಎಂದು ಸೂಚಿಸಿದರು. ಅಂಚೆ ಮತಪತ್ರಗಳ ಎಣಿಕೆ ಬೆಳಿಗ್ಗೆ 8 ಗಂಟೆಗೆ ಪ್ರಾರಂಭವಾಗಲಿದೆ. ಇವಿಎಂ ಮತ ಎಣಿಕೆ 8.30ಕ್ಕೆ ಆರಂಭವಾಗಲಿದೆ ಎಂದು ತಿಳಿಸಿದರು. (9, 99, 191, 255)
divider (9, 370, 191, 371)
